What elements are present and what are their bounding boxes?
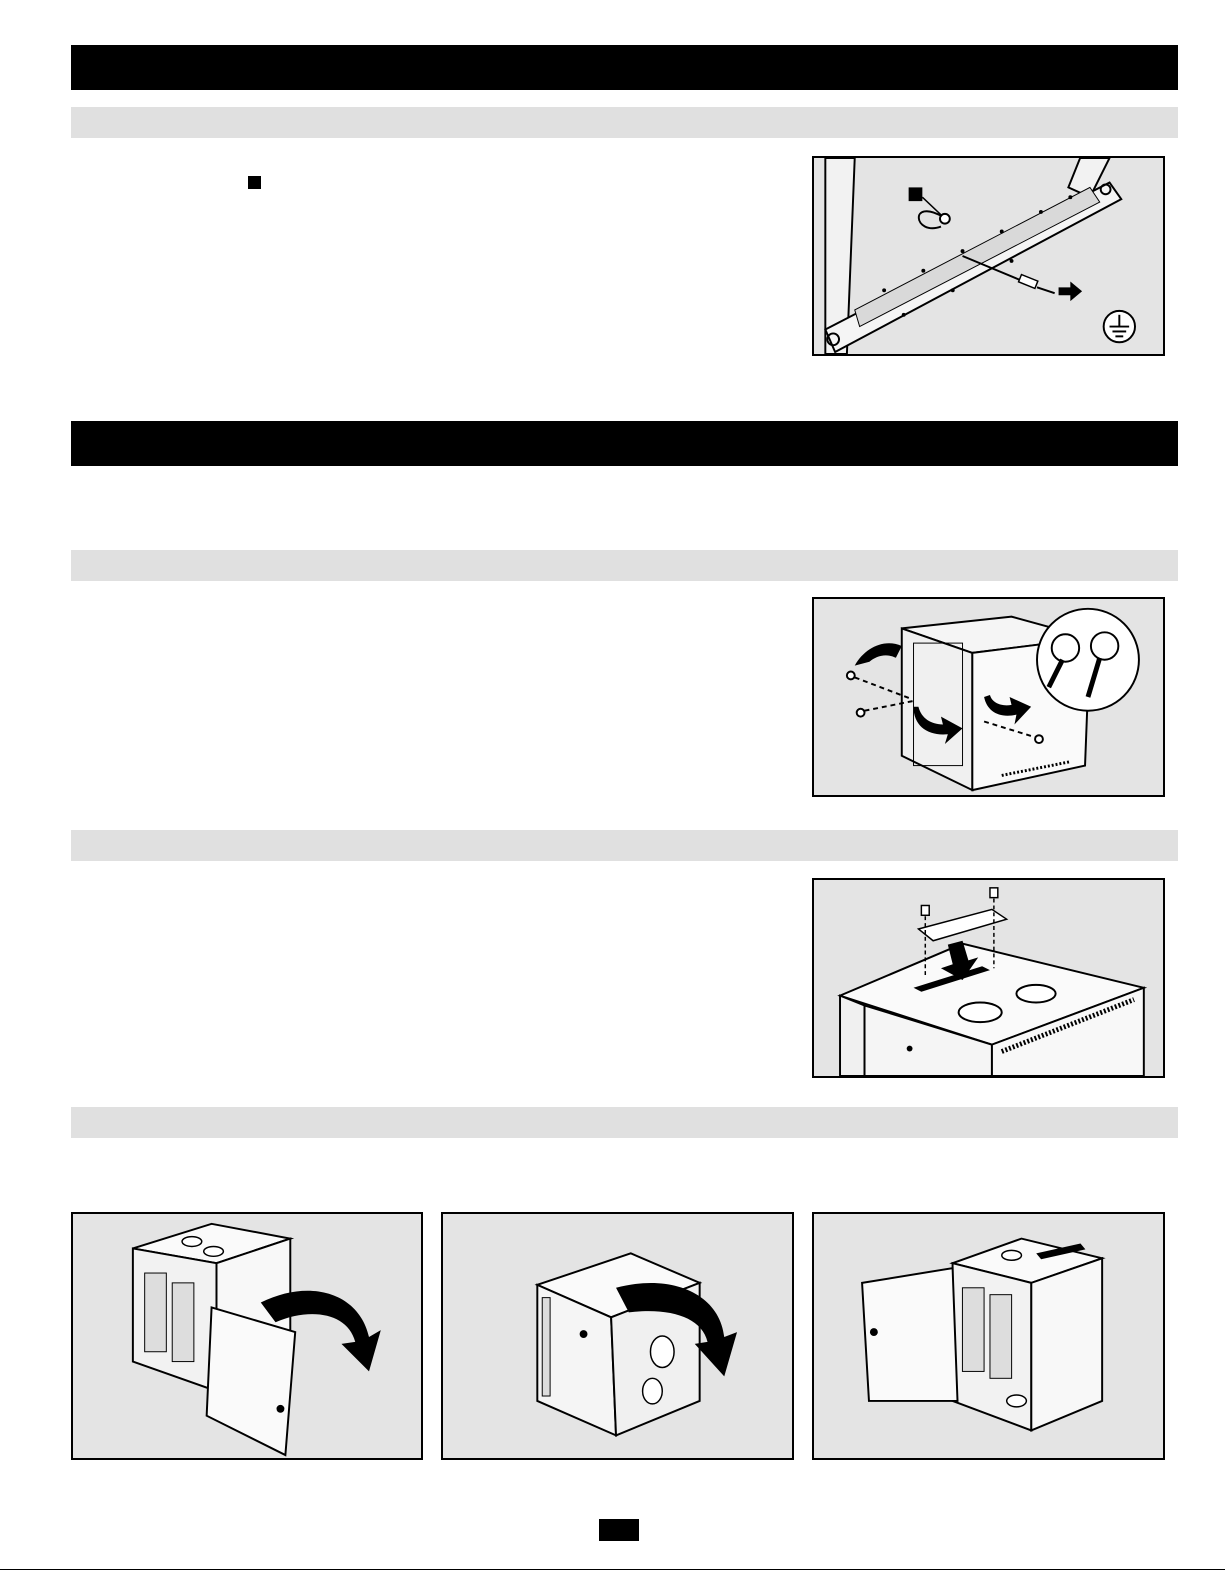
step-marker-icon <box>909 187 923 201</box>
curved-arrow-icon <box>855 643 902 665</box>
subheader-1 <box>71 107 1178 138</box>
section-header-1 <box>71 45 1178 90</box>
bottom-rule <box>0 1569 1225 1570</box>
figure-grounding <box>812 156 1165 356</box>
arrow-right-icon <box>1059 281 1083 301</box>
door-removal-illustration <box>814 599 1163 795</box>
square-marker-icon <box>248 176 261 189</box>
door-reversal-step-3-illustration <box>814 1214 1163 1458</box>
figure-door-reversal-step-3 <box>812 1212 1165 1460</box>
figure-door-reversal-step-2 <box>441 1212 794 1460</box>
figure-top-panel <box>812 878 1165 1078</box>
grounding-illustration <box>814 158 1163 354</box>
ground-symbol-icon <box>1104 311 1135 342</box>
page-number-badge <box>599 1519 639 1541</box>
top-panel-illustration <box>814 880 1163 1076</box>
key-pair-icon <box>1037 609 1139 711</box>
figure-door-reversal-step-1 <box>71 1212 423 1460</box>
subheader-2a <box>71 550 1178 581</box>
subheader-2b <box>71 830 1178 861</box>
figure-door-removal <box>812 597 1165 797</box>
subheader-2c <box>71 1107 1178 1138</box>
section-header-2 <box>71 421 1178 466</box>
door-reversal-step-1-illustration <box>73 1214 421 1458</box>
door-reversal-step-2-illustration <box>443 1214 792 1458</box>
